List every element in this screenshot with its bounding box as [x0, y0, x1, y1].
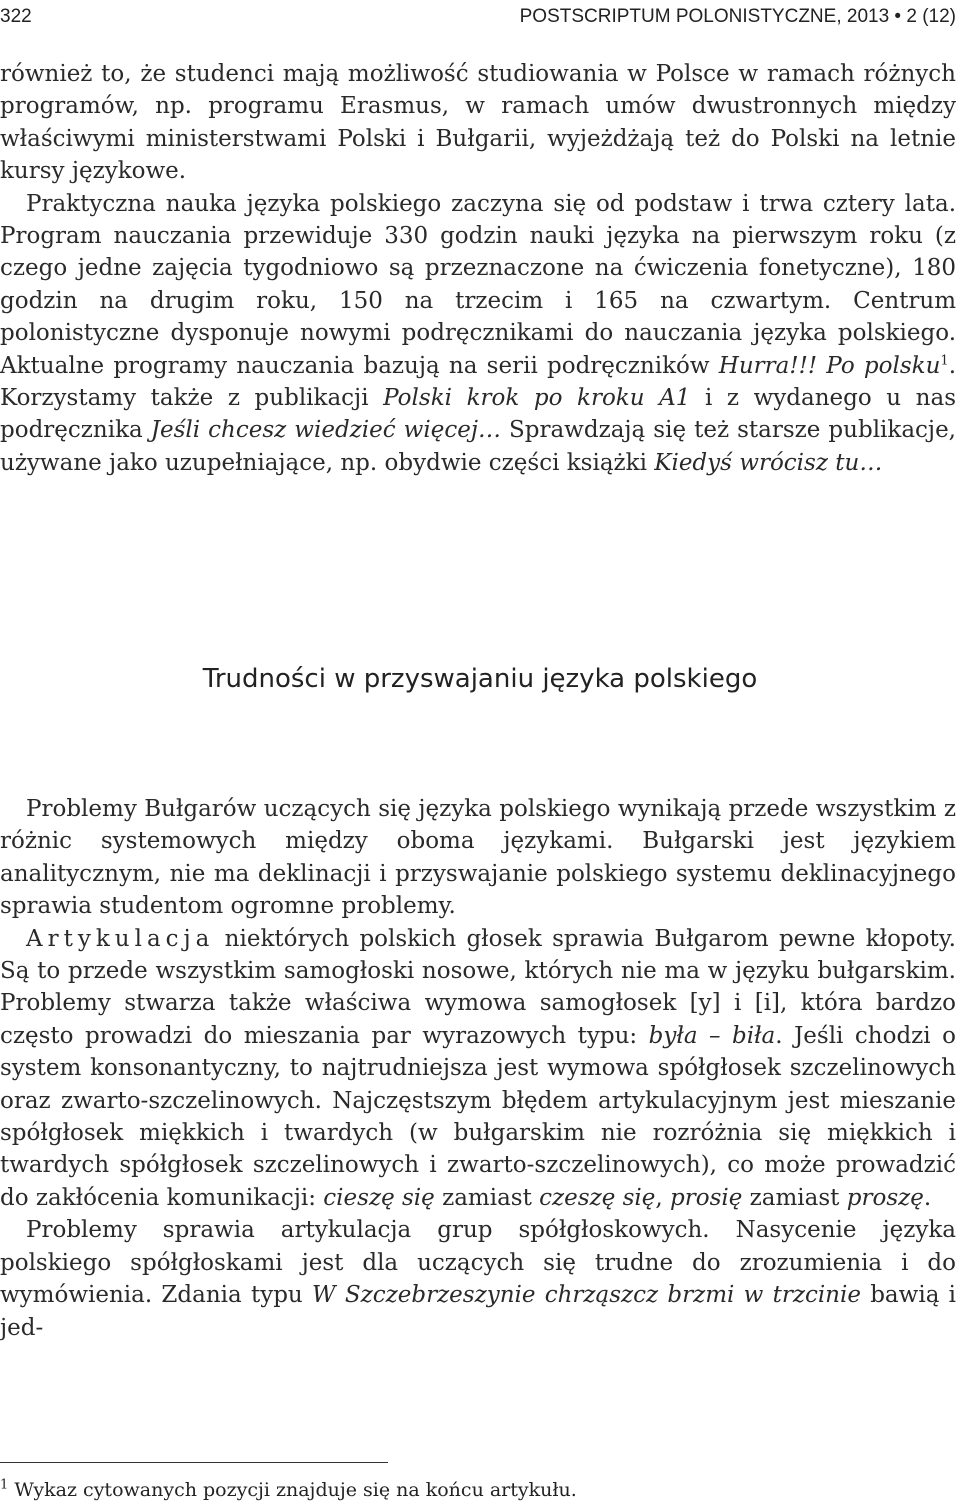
paragraph-2: Praktyczna nauka języka polskiego zaczyna się od podstaw i trwa cztery lata. Program nauczania przewiduje 330 godzin nauki języka na pierwszym roku (z czego jedne zajęcia tygodniowo są przeznaczone na ćwiczenia fonetyczne), 180 godzin na drugim roku, 150 na trzecim i 165 na czwartym. Centrum polonistyczne dysponuje nowymi podręcznikami do nauczania języka polskiego. Aktualne programy nauczania bazują na serii podręczników Hurra!!! Po polsku$^1$. Korzystamy także z publikacji Polski krok po kroku A1 i z wydanego u nas podręcznika Jeśli chcesz wiedzieć więcej… Sprawdzają się też starsze publikacje, używane jako uzupełniające, np. obydwie części książki Kiedyś wrócisz tu…: [0, 190, 957, 476]
footnote-divider: [0, 1462, 388, 1463]
book-title-kiedys: Kiedyś wrócisz tu…: [654, 449, 883, 476]
section-title: Trudności w przyswajaniu języka polskiego: [202, 664, 758, 694]
footnote-text: Wykaz cytowanych pozycji znajduje się na końcu artykułu.: [8, 1479, 577, 1501]
book-title-krok: Polski krok po kroku A1: [383, 385, 691, 412]
example-prosie: prosię: [670, 1184, 743, 1211]
section-body: [0, 793, 956, 1344]
example-prosze: proszę: [846, 1184, 924, 1211]
paragraph-4: Artykulacja niektórych polskich głosek sprawia Bułgarom pewne kłopoty. Są to przede wszystkim samogłoski nosowe, których nie ma w języku bułgarskim. Problemy stwarza także właściwa wymowa samogłosek [y] i [i], która bardzo często prowadzi do mieszania par wyrazowych typu: była – biła. Jeśli chodzi o system konsonantyczny, to najtrudniejsza jest wymowa spółgłosek szczelinowych oraz zwarto-szczelinowych. Najczęstszym błędem artykulacyjnym jest mieszanie spółgłosek miękkich i twardych (w bułgarskim nie rozróżnia się miękkich i twardych spółgłosek szczelinowych i zwarto-szczelinowych), co może prowadzić do zakłócenia komunikacji: cieszę się zamiast czeszę się, prosię zamiast proszę.: [0, 925, 956, 1211]
book-title-hurra: Hurra!!! Po polsku: [718, 352, 941, 379]
running-head: POSTSCRIPTUM POLONISTYCZNE, 2013 • 2 (12): [519, 6, 956, 27]
example-byla-bila: była – biła: [648, 1022, 776, 1049]
example-szczebrzeszyn: W Szczebrzeszynie chrząszcz brzmi w trzcinie: [311, 1282, 861, 1309]
book-title-jesli: Jeśli chcesz wiedzieć więcej…: [150, 417, 501, 444]
paragraph-3: Problemy Bułgarów uczących się języka polskiego wynikają przede wszystkim z różnic systemowych między oboma językami. Bułgarski jest językiem analitycznym, nie ma deklinacji i przyswajanie polskiego systemu deklinacyjnego sprawia studentom ogromne problemy.: [0, 796, 956, 920]
footnote: [0, 1477, 956, 1503]
page-header: [0, 6, 960, 36]
footnote-ref[interactable]: 1: [940, 353, 949, 368]
example-czesze: czeszę się: [539, 1184, 656, 1211]
intro-text-block: [0, 58, 956, 479]
paragraph-5: Problemy sprawia artykulacja grup spółgłoskowych. Nasycenie języka polskiego spółgłoskami jest dla uczących się trudne do zrozumienia i do wymówienia. Zdania typu W Szczebrzeszynie chrząszcz brzmi w trzcinie bawią i jed-: [0, 1217, 957, 1341]
spaced-term: Artykulacja: [26, 925, 215, 952]
paragraph-1: również to, że studenci mają możliwość studiowania w Polsce w ramach różnych programów, np. programu Erasmus, w ramach umów dwustronnych między właściwymi ministerstwami Polski i Bułgarii, wyjeżdżają też do Polski na letnie kursy językowe.: [0, 61, 956, 185]
example-ciesze: cieszę się: [323, 1184, 435, 1211]
footnote-number: 1: [0, 1477, 9, 1493]
page-number: 322: [0, 6, 32, 27]
